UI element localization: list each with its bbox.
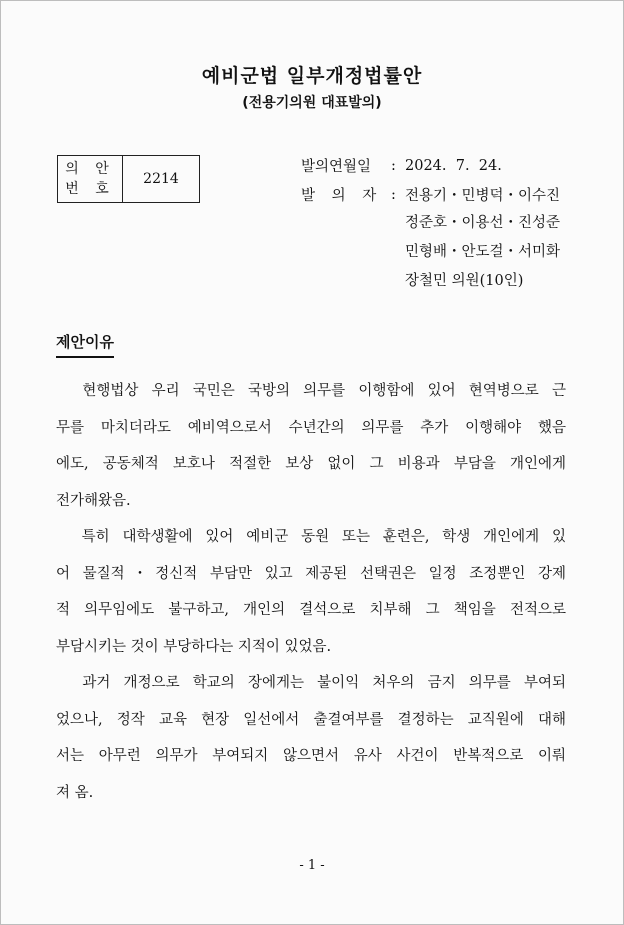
paragraph-line: 적 의무임에도 불구하고, 개인의 결석으로 치부해 그 책임을 전적으로: [56, 602, 566, 618]
proposer-line: 장철민 의원(10인): [405, 273, 524, 289]
paragraph-line: 과거 개정으로 학교의 장에게는 불이익 처우의 금지 의무를 부여되: [56, 675, 566, 691]
bill-number-label-line1: 의 안: [65, 161, 115, 177]
page-number: - 1 -: [299, 858, 325, 873]
proposal-date-row: [301, 151, 560, 180]
paragraph-line: 특히 대학생활에 있어 예비군 동원 또는 훈련은, 학생 개인에게 있: [56, 529, 566, 545]
paragraph-line: 에도, 공동체적 보호나 적절한 보상 없이 그 비용과 부담을 개인에게: [56, 456, 566, 472]
paragraph-line: 었으나, 정작 교육 현장 일선에서 출결여부를 결정하는 교직원에 대해: [56, 711, 566, 728]
proposer-row: [301, 180, 560, 209]
paragraph-line: 부담시키는 것이 부당하다는 지적이 있었음.: [56, 638, 332, 655]
proposal-date-value: 2024. 7. 24.: [405, 157, 502, 174]
paragraph-line: 현행법상 우리 국민은 국방의 의무를 이행함에 있어 현역병으로 근: [56, 383, 566, 399]
paragraph-line: 져 옴.: [56, 784, 94, 801]
proposer-line: 민형배・안도걸・서미화: [405, 244, 561, 260]
proposer-label: 발 의 자: [301, 188, 383, 204]
bill-title: 예비군법 일부개정법률안: [201, 65, 423, 87]
bill-number-label-line2: 번 호: [65, 181, 115, 197]
paragraph-line: 서는 아무런 의무가 부여되지 않으면서 유사 사건이 반복적으로 이뤄: [56, 748, 566, 764]
proposer-line: 정준호・이용선・진성준: [405, 215, 561, 231]
paragraph-line: 어 물질적・정신적 부담만 있고 제공된 선택권은 일정 조정뿐인 강제: [56, 565, 566, 582]
proposer-line: 전용기・민병덕・이수진: [405, 188, 561, 204]
paragraph-line: 무를 마치더라도 예비역으로서 수년간의 의무를 추가 이행해야 했음: [56, 419, 566, 436]
reason-body: [56, 373, 566, 811]
proposal-date-colon: :: [391, 157, 396, 174]
bill-number-label: [58, 156, 123, 202]
bill-number-box: [57, 155, 200, 203]
bill-subtitle: (전용기의원 대표발의): [242, 95, 382, 111]
proposal-date-label: 발의연월일: [301, 159, 372, 175]
section-heading-reason: 제안이유: [56, 331, 114, 358]
proposer-colon: :: [391, 186, 396, 203]
bill-meta: [301, 151, 560, 296]
paragraph-line: 전가해왔음.: [56, 492, 131, 509]
bill-number-value: 2214: [143, 171, 179, 187]
